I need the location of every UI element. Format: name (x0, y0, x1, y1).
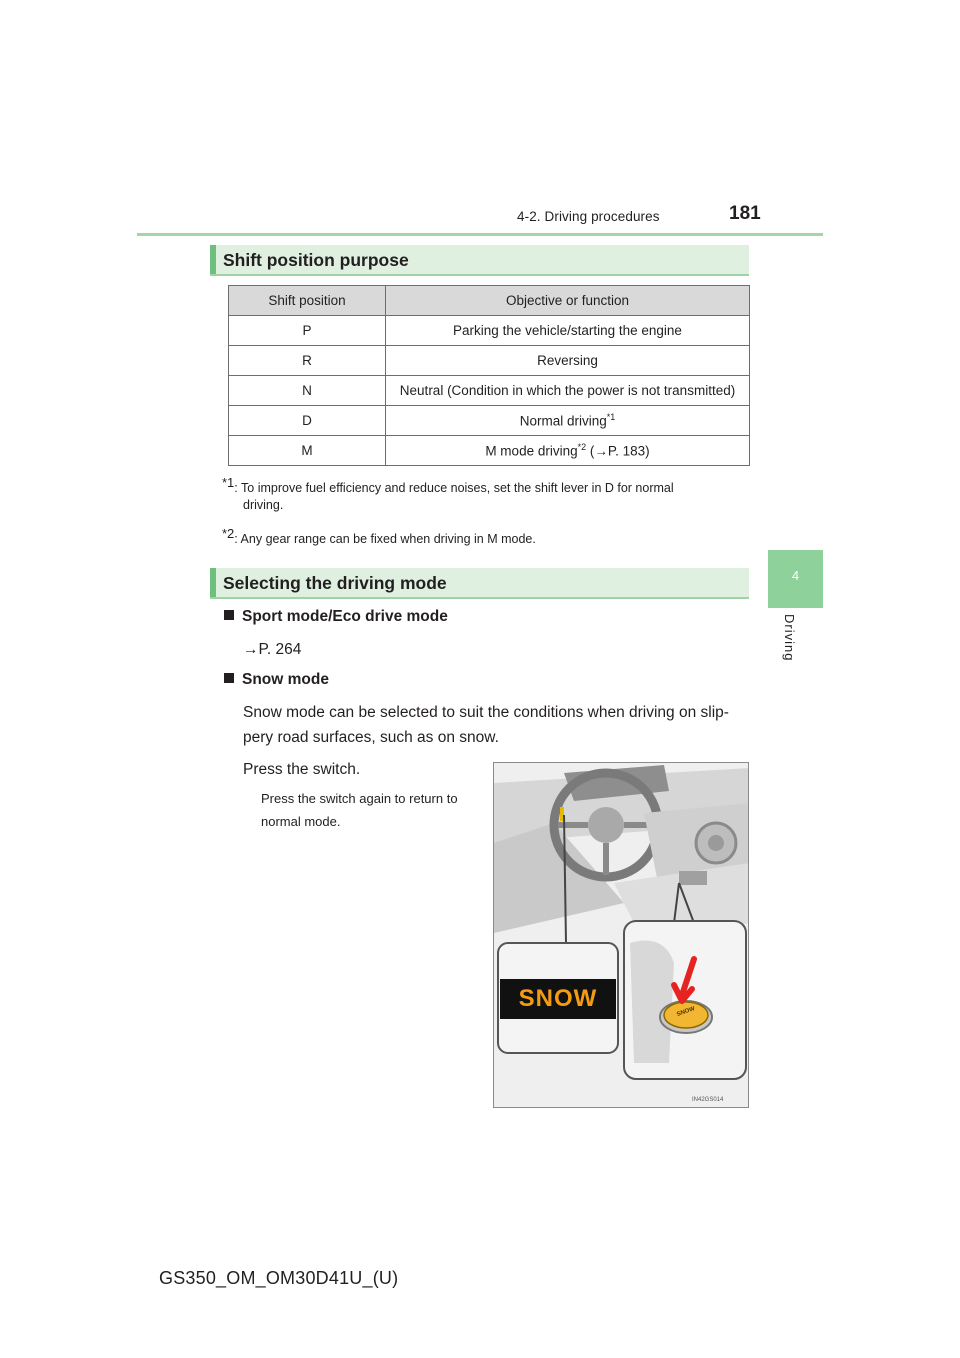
cell-shift-position: N (229, 376, 386, 406)
subheading-sport-eco: Sport mode/Eco drive mode (224, 608, 448, 626)
footnote-text: : To improve fuel efficiency and reduce noises, set the shift lever in D for normal (234, 481, 674, 496)
chapter-tab-number: 4 (791, 568, 800, 583)
snow-description-line-2: pery road surfaces, such as on snow. (243, 729, 499, 746)
cell-objective: Parking the vehicle/starting the engine (386, 316, 750, 346)
chapter-tab-label: Driving (782, 614, 797, 662)
bullet-square-icon (224, 610, 234, 620)
footnote-marker: *1 (606, 412, 616, 423)
footnote-marker: *2 (577, 442, 587, 453)
column-header-objective: Objective or function (386, 286, 750, 316)
snow-note: Press the switch again to return to normal mode. (261, 791, 458, 829)
cell-shift-position: P (229, 316, 386, 346)
illustration-code: IN42GS014 (692, 1097, 724, 1103)
shift-position-table (228, 285, 750, 466)
footnote-text: : Any gear range can be fixed when driving in M mode. (234, 532, 536, 547)
table-row (229, 436, 750, 466)
cell-objective: Reversing (386, 346, 750, 376)
subheading-snow-mode: Snow mode (224, 671, 329, 689)
cell-shift-position: R (229, 346, 386, 376)
page-reference-link[interactable]: (→P. 183) (586, 443, 650, 459)
cell-objective: Neutral (Condition in which the power is not transmitted) (386, 376, 750, 406)
footnote-1-continuation: driving. (243, 498, 284, 512)
footnote-mark: *1 (222, 475, 235, 490)
cell-shift-position: D (229, 406, 386, 436)
cell-objective: Normal driving$^{*1}$ (386, 406, 750, 436)
footnote-2 (222, 523, 536, 550)
section-heading-shift-position (210, 245, 749, 276)
table-row (229, 376, 750, 406)
table-row (229, 316, 750, 346)
snow-switch-illustration (493, 762, 749, 1108)
section-title: Shift position purpose (223, 250, 409, 270)
cell-objective: M mode driving$^{*2}$ (→P. 183) (386, 436, 750, 466)
column-header-shift-position: Shift position (229, 286, 386, 316)
table-header-row (229, 286, 750, 316)
header-section-title: 4-2. Driving procedures (517, 209, 660, 224)
dashboard-drawing (494, 763, 749, 1108)
page-number: 181 (729, 203, 761, 224)
table-row (229, 406, 750, 436)
section-heading-driving-mode (210, 568, 749, 599)
table-row (229, 346, 750, 376)
snow-button-label: SNOW (676, 1005, 696, 1019)
snow-instruction: Press the switch. (243, 761, 361, 778)
section-title: Selecting the driving mode (223, 573, 447, 593)
cell-shift-position: M (229, 436, 386, 466)
bullet-square-icon (224, 673, 234, 683)
snow-description-line-1: Snow mode can be selected to suit the conditions when driving on slip- (243, 704, 729, 721)
snow-indicator-text: SNOW (518, 985, 598, 1012)
header-divider (137, 233, 823, 236)
sport-mode-page-reference[interactable]: →P. 264 (243, 641, 302, 658)
document-code: GS350_OM_OM30D41U_(U) (159, 1268, 399, 1288)
footnote-1 (222, 472, 750, 499)
footnote-mark: *2 (222, 526, 235, 541)
